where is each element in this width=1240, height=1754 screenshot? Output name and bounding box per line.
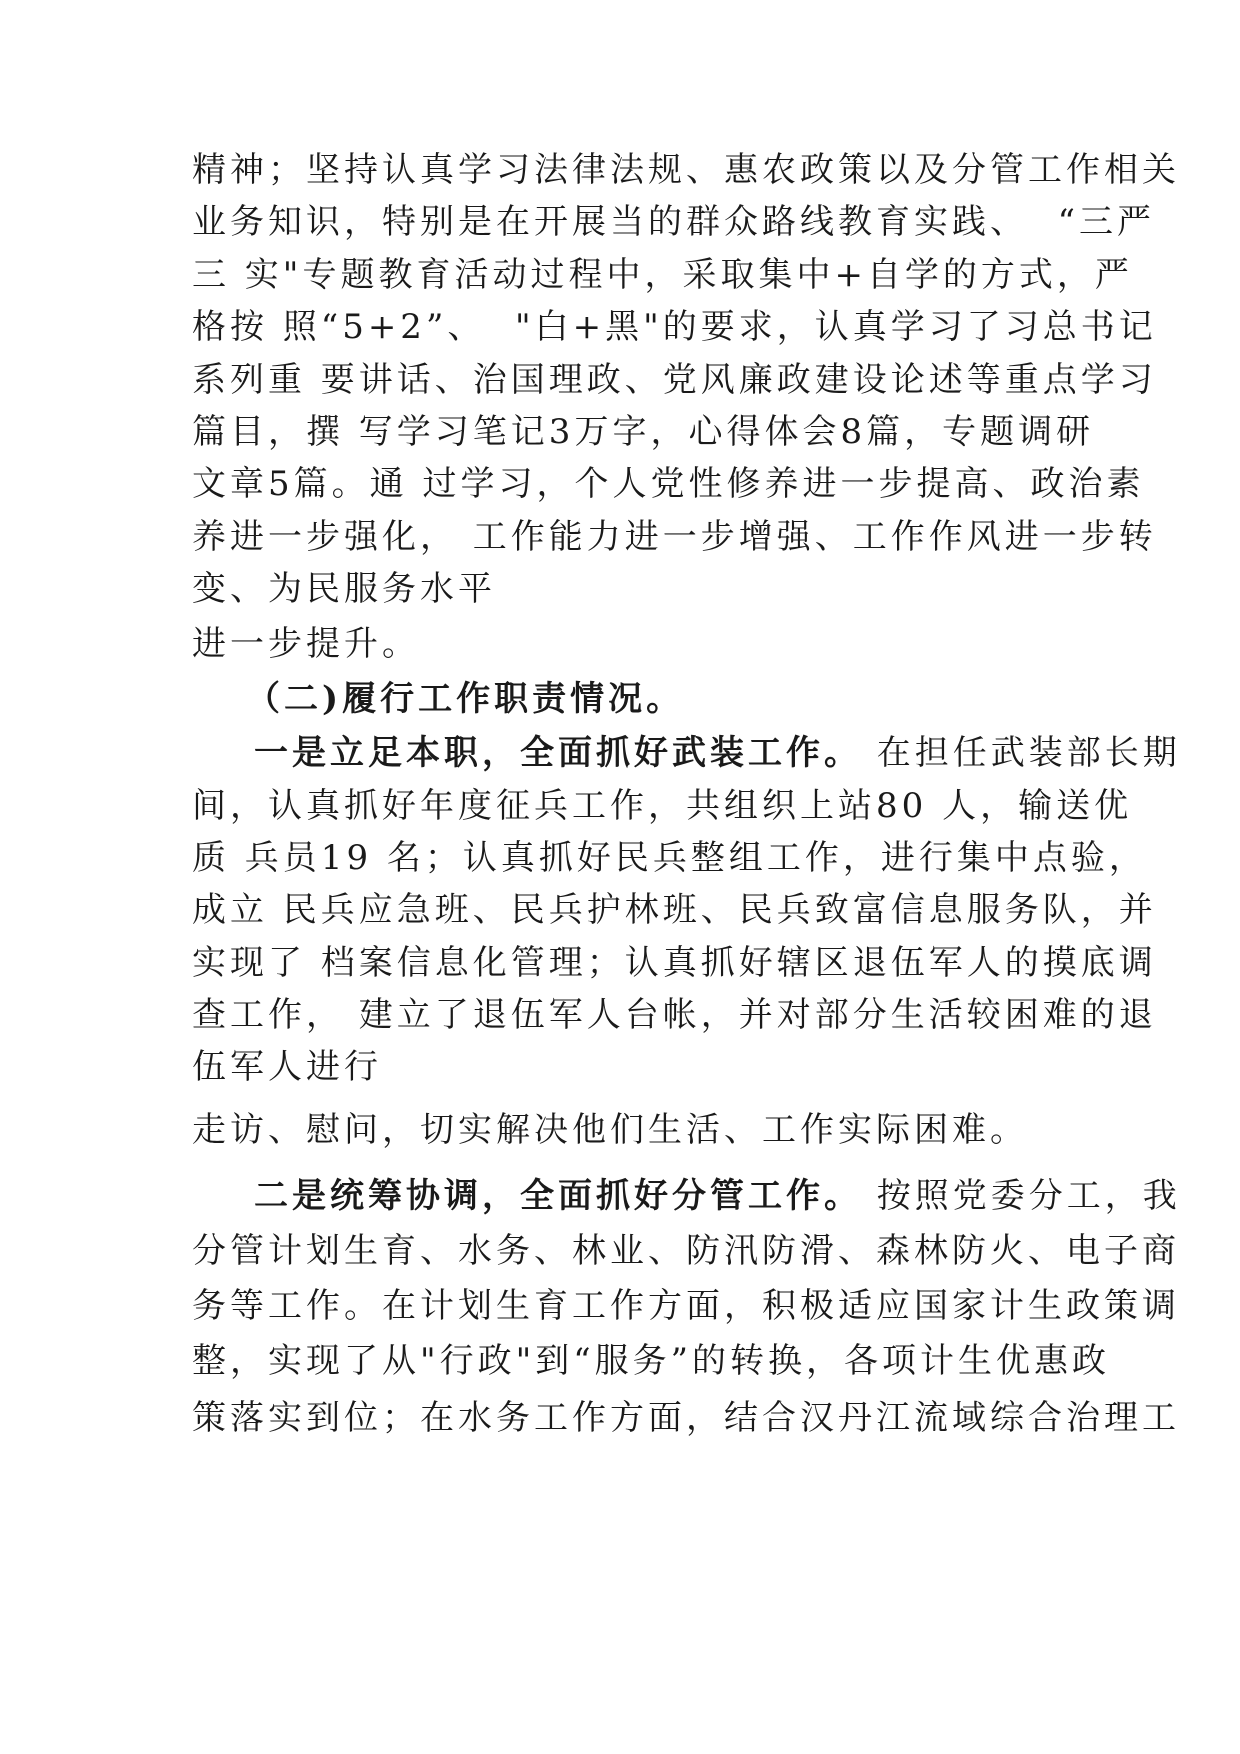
body-text-line: 实现了 档案信息化管理；认真抓好辖区退伍军人的摸底调 <box>192 943 1157 983</box>
body-text-line: 篇目，撰 写学习笔记3万字，心得体会8篇，专题调研 <box>192 412 1095 452</box>
body-text-line: 格按 照“5+2”、 "白+黑"的要求，认真学习了习总书记 <box>192 307 1157 347</box>
body-text-line: 进一步提升。 <box>192 624 420 664</box>
body-text-line: 变、为民服务水平 <box>192 569 496 609</box>
body-text-line: 整，实现了从"行政"到“服务”的转换，各项计生优惠政 <box>192 1341 1111 1381</box>
body-text-line: 务等工作。在计划生育工作方面，积极适应国家计生政策调 <box>192 1286 1180 1326</box>
paragraph-lead-bold: 二是统筹协调，全面抓好分管工作。 <box>254 1176 862 1216</box>
paragraph-lead-rest: 在担任武装部长期 <box>862 733 1181 773</box>
body-text-line: 查工作， 建立了退伍军人台帐，并对部分生活较困难的退 <box>192 995 1157 1035</box>
body-text-line: 文章5篇。通 过学习，个人党性修养进一步提高、政治素 <box>192 464 1145 504</box>
body-text-line: 伍军人进行 <box>192 1047 382 1087</box>
body-text-line: 成立 民兵应急班、民兵护林班、民兵致富信息服务队，并 <box>192 890 1157 930</box>
body-text-line: 分管计划生育、水务、林业、防汛防滑、森林防火、电子商 <box>192 1231 1180 1271</box>
paragraph-lead-bold: 一是立足本职，全面抓好武装工作。 <box>254 733 862 773</box>
section-heading: （二)履行工作职责情况。 <box>246 679 685 719</box>
body-text-line: 系列重 要讲话、治国理政、党风廉政建设论述等重点学习 <box>192 360 1157 400</box>
body-text-line: 精神；坚持认真学习法律法规、惠农政策以及分管工作相关 <box>192 150 1180 190</box>
body-text-line: 策落实到位；在水务工作方面，结合汉丹江流域综合治理工 <box>192 1398 1180 1438</box>
paragraph-first-line <box>254 1176 1181 1216</box>
body-text-line: 三 实"专题教育活动过程中，采取集中+自学的方式，严 <box>192 255 1133 295</box>
paragraph-first-line <box>254 733 1181 773</box>
body-text-line: 走访、慰问，切实解决他们生活、工作实际困难。 <box>192 1110 1028 1150</box>
body-text-line: 业务知识，特别是在开展当的群众路线教育实践、 “三严 <box>192 202 1155 242</box>
paragraph-lead-rest: 按照党委分工，我 <box>862 1176 1181 1216</box>
body-text-line: 间，认真抓好年度征兵工作，共组织上站80 人，输送优 <box>192 786 1133 826</box>
body-text-line: 质 兵员19 名；认真抓好民兵整组工作，进行集中点验， <box>192 838 1147 878</box>
body-text-line: 养进一步强化， 工作能力进一步增强、工作作风进一步转 <box>192 517 1157 557</box>
